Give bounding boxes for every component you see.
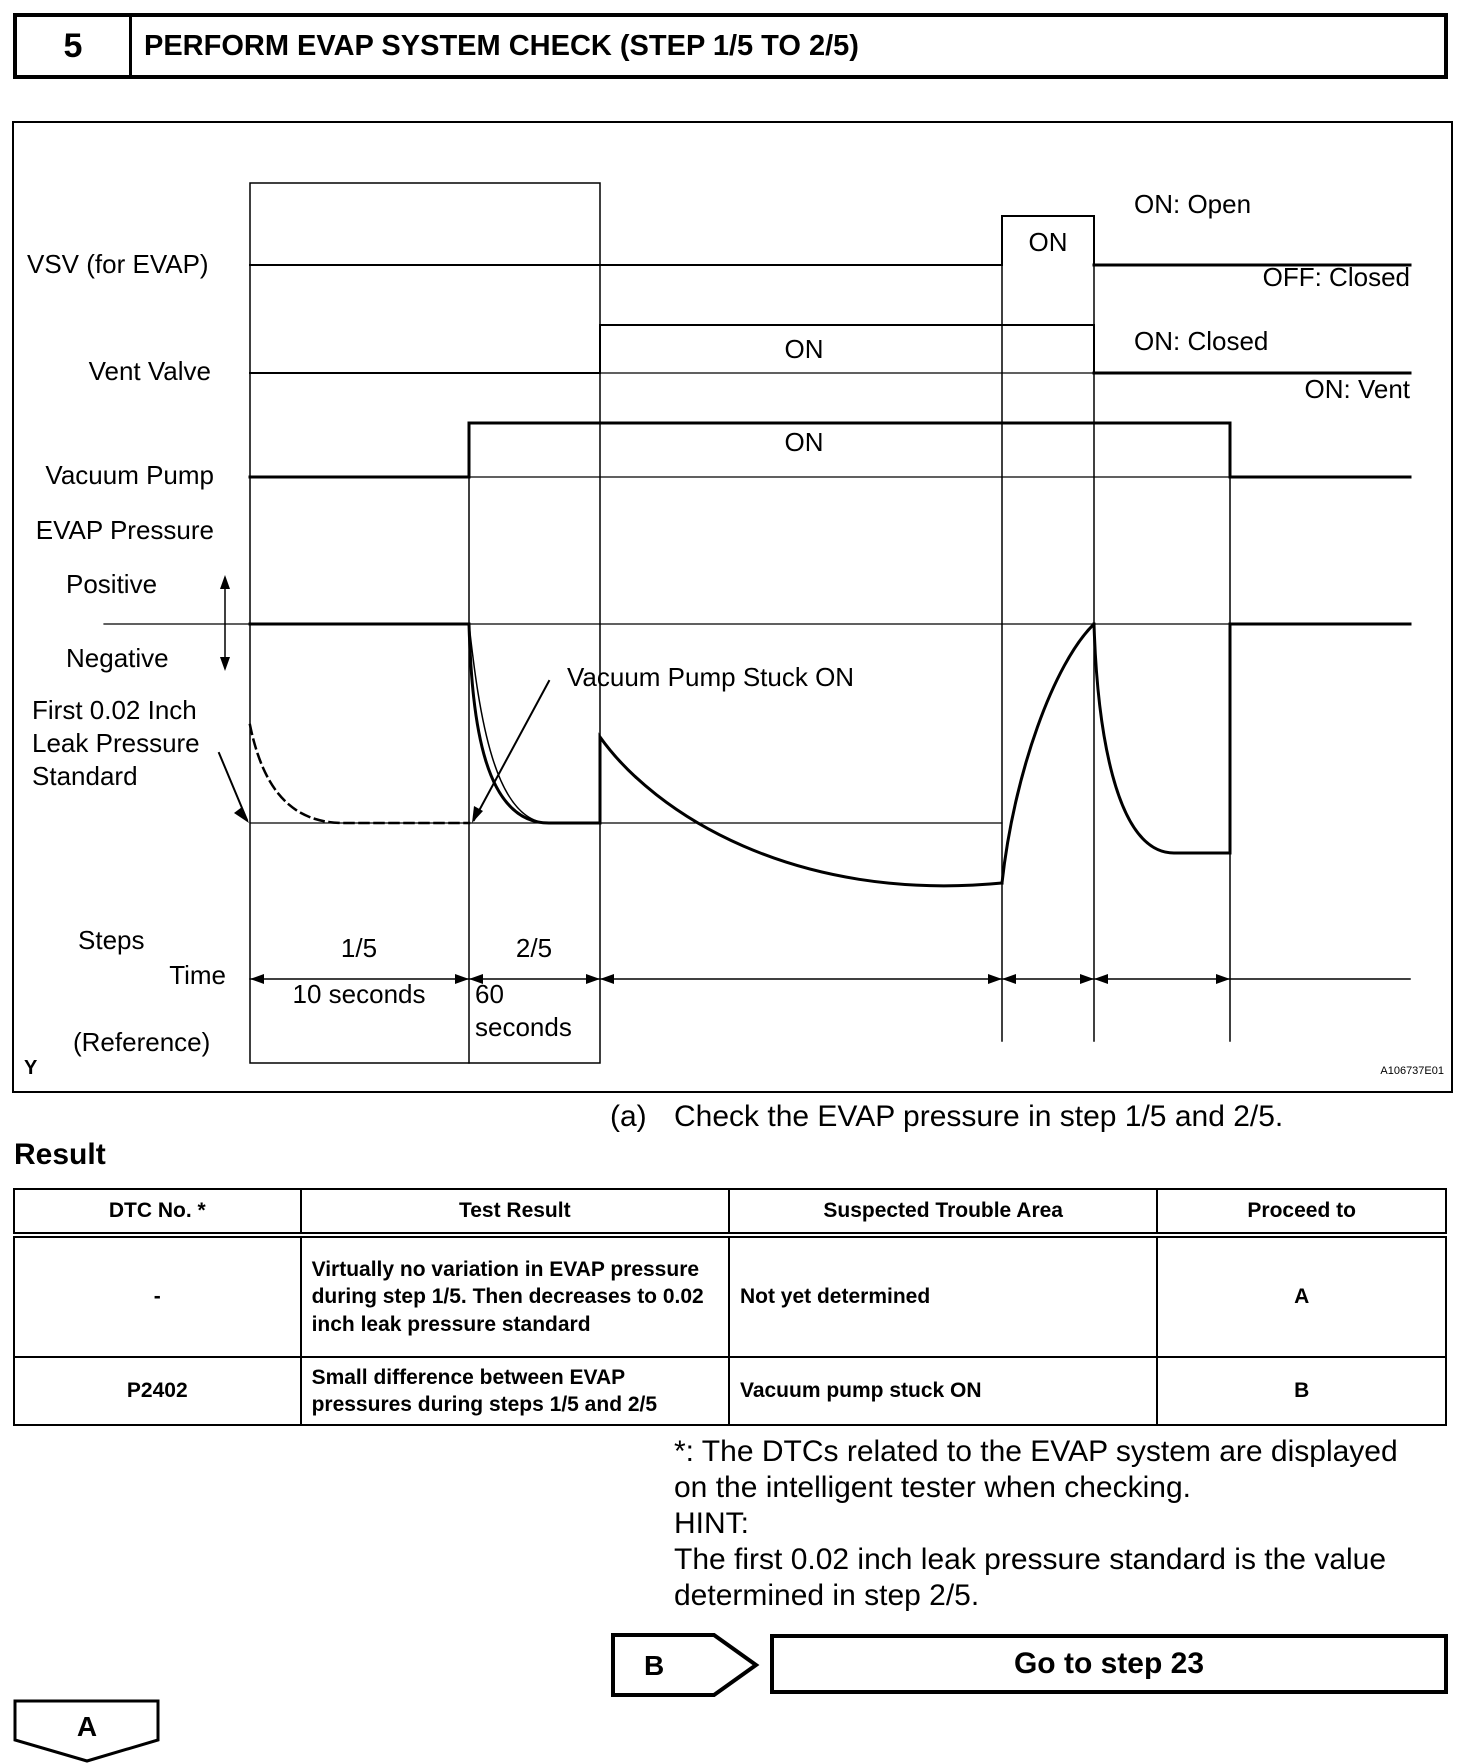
time-label: Time [169,960,226,990]
stuck-on-annotation: Vacuum Pump Stuck ON [567,662,855,692]
step-title: PERFORM EVAP SYSTEM CHECK (STEP 1/5 TO 2/5) [144,29,859,62]
on-vent-label: ON: Vent [1304,374,1410,404]
figure-id: A106737E01 [1380,1065,1444,1077]
cell-proceed: A [1157,1235,1446,1357]
first-standard-label-line1: First 0.02 Inch [32,695,197,725]
evap-pressure-label: EVAP Pressure [35,515,214,545]
vacuum-pump-label: Vacuum Pump [45,460,214,490]
table-row [14,1235,1446,1357]
result-table [13,1188,1447,1426]
b-label: B [644,1650,665,1681]
steps-label: Steps [78,925,145,955]
hint-label: HINT: [674,1507,749,1540]
negative-label: Negative [66,643,169,673]
cell-dtc: P2402 [14,1357,301,1425]
table-row [14,1357,1446,1425]
cell-dtc: - [14,1235,301,1357]
cell-proceed: B [1157,1357,1446,1425]
note-line-2: on the intelligent tester when checking. [674,1471,1191,1504]
on-open-label: ON: Open [1134,189,1252,219]
step-number: 5 [17,17,132,75]
check-instruction [610,1100,1283,1134]
first-standard-label-line3: Standard [32,761,138,791]
hint-line-2: determined in step 2/5. [674,1579,980,1612]
vent-valve-trace [250,325,1094,373]
col-suspected-area: Suspected Trouble Area [729,1189,1157,1235]
vsv-trace [250,216,1410,265]
pump-on-label: ON [784,427,824,457]
go-to-step-button[interactable]: Go to step 23 [770,1634,1448,1694]
table-header-row [14,1189,1446,1235]
on-closed-label: ON: Closed [1134,326,1269,356]
step-1-label: 1/5 [340,933,378,963]
note-line-1: *: The DTCs related to the EVAP system are displayed [674,1435,1398,1468]
reference-label: (Reference) [73,1027,211,1057]
step-2-time-line1: 60 [475,979,504,1009]
step-2-label: 2/5 [515,933,553,963]
timing-diagram-svg [14,123,1455,1095]
step-header [13,13,1448,79]
stuck-on-dashed-trace [250,725,469,823]
first-standard-label-line2: Leak Pressure [32,728,200,758]
cell-test-result: Virtually no variation in EVAP pressure during step 1/5. Then decreases to 0.02 inch leak pressure standard [301,1235,729,1357]
step-2-time-line2: seconds [475,1012,572,1042]
step-1-time: 10 seconds [292,979,426,1009]
timing-diagram [12,121,1453,1093]
a-arrow-button[interactable] [12,1698,162,1764]
vent-on-label: ON [784,334,824,364]
col-proceed: Proceed to [1157,1189,1446,1235]
a-label: A [76,1711,98,1742]
corner-mark: Y [24,1057,38,1079]
notes [674,1434,1434,1614]
instruction-text: Check the EVAP pressure in step 1/5 and 2/5. [674,1100,1284,1133]
positive-label: Positive [66,569,158,599]
cell-test-result: Small difference between EVAP pressures during steps 1/5 and 2/5 [301,1357,729,1425]
vacuum-pump-trace [250,423,1230,477]
b-arrow-button[interactable] [610,1632,762,1698]
hint-line-1: The first 0.02 inch leak pressure standard is the value [674,1543,1387,1576]
off-closed-label: OFF: Closed [1262,262,1410,292]
col-dtc: DTC No. * [14,1189,301,1235]
col-test-result: Test Result [301,1189,729,1235]
cell-area: Not yet determined [729,1235,1157,1357]
cell-area: Vacuum pump stuck ON [729,1357,1157,1425]
instruction-label: (a) [610,1100,647,1133]
vsv-label: VSV (for EVAP) [27,249,209,279]
vsv-on-label: ON [1028,227,1068,257]
result-heading: Result [14,1138,106,1171]
vent-valve-label: Vent Valve [88,356,211,386]
